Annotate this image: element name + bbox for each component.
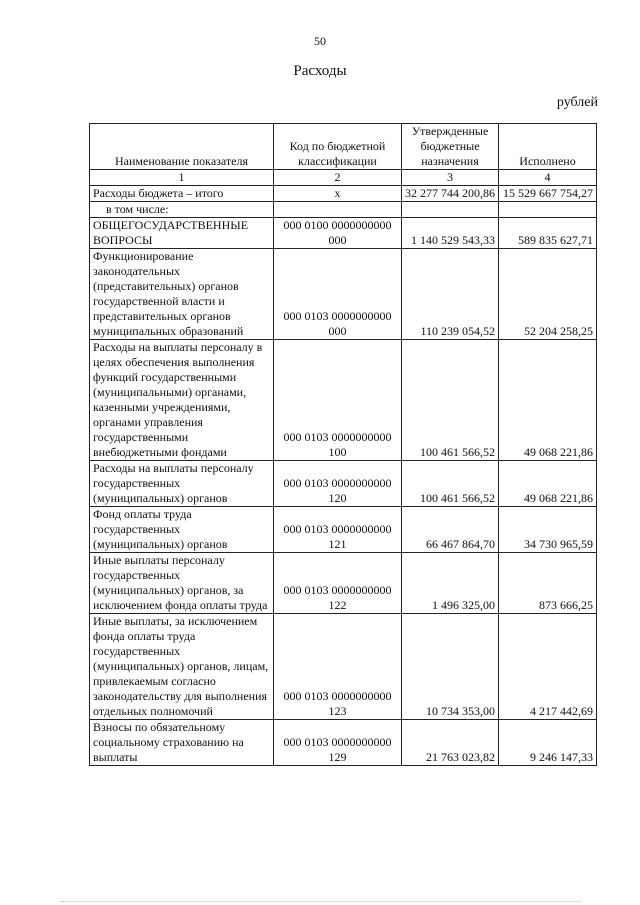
row-code-cell (274, 202, 402, 218)
column-header-executed: Исполнено (499, 124, 597, 170)
row-name-cell: Иные выплаты персоналу государственных (муниципальных) органов, за исключением фонда оплаты труда (90, 553, 274, 614)
row-executed-cell: 15 529 667 754,27 (499, 186, 597, 202)
row-approved-cell: 100 461 566,52 (402, 461, 499, 507)
row-code-cell: x (274, 186, 402, 202)
column-number: 2 (274, 170, 402, 186)
page-bottom-edge (60, 901, 580, 902)
expenses-table (89, 123, 597, 766)
row-name-cell: Иные выплаты, за исключением фонда оплаты труда государственных (муниципальных) органов, лицам, привлекаемым согласно законодательству для выполнения отдельных полномочий (90, 614, 274, 720)
row-approved-cell: 1 140 529 543,33 (402, 218, 499, 249)
row-approved-cell: 66 467 864,70 (402, 507, 499, 553)
currency-unit: рублей (556, 95, 598, 110)
row-approved-cell (402, 202, 499, 218)
table-row (90, 218, 597, 249)
row-approved-cell: 110 239 054,52 (402, 249, 499, 340)
table-row (90, 340, 597, 461)
column-header-name: Наименование показателя (90, 124, 274, 170)
row-approved-cell: 32 277 744 200,86 (402, 186, 499, 202)
table-header-row (90, 124, 597, 170)
row-executed-cell: 4 217 442,69 (499, 614, 597, 720)
row-approved-cell: 100 461 566,52 (402, 340, 499, 461)
row-code-cell: 000 0103 0000000000 129 (274, 720, 402, 766)
row-name-cell: Фонд оплаты труда государственных (муниципальных) органов (90, 507, 274, 553)
column-number: 3 (402, 170, 499, 186)
row-code-cell: 000 0103 0000000000 123 (274, 614, 402, 720)
row-executed-cell: 49 068 221,86 (499, 461, 597, 507)
row-executed-cell: 9 246 147,33 (499, 720, 597, 766)
row-executed-cell: 589 835 627,71 (499, 218, 597, 249)
row-name-cell: Функционирование законодательных (представительных) органов государственной власти и представительных органов муниципальных образований (90, 249, 274, 340)
row-code-cell: 000 0103 0000000000 100 (274, 340, 402, 461)
column-number-row (90, 170, 597, 186)
table-body (90, 186, 597, 766)
row-executed-cell: 34 730 965,59 (499, 507, 597, 553)
row-code-cell: 000 0100 0000000000 000 (274, 218, 402, 249)
table-row (90, 720, 597, 766)
row-approved-cell: 10 734 353,00 (402, 614, 499, 720)
table-row (90, 202, 597, 218)
row-executed-cell: 49 068 221,86 (499, 340, 597, 461)
row-approved-cell: 1 496 325,00 (402, 553, 499, 614)
table-row (90, 553, 597, 614)
column-number: 4 (499, 170, 597, 186)
row-code-cell: 000 0103 0000000000 000 (274, 249, 402, 340)
row-executed-cell: 873 666,25 (499, 553, 597, 614)
table-row (90, 186, 597, 202)
row-name-cell: Расходы на выплаты персоналу в целях обеспечения выполнения функций государственными (муниципальными) органами, казенными учреждениями, органами управления государственными внебюджетными фондами (90, 340, 274, 461)
row-code-cell: 000 0103 0000000000 122 (274, 553, 402, 614)
table-row (90, 461, 597, 507)
table-row (90, 507, 597, 553)
row-code-cell: 000 0103 0000000000 121 (274, 507, 402, 553)
row-code-cell: 000 0103 0000000000 120 (274, 461, 402, 507)
table-row (90, 249, 597, 340)
row-approved-cell: 21 763 023,82 (402, 720, 499, 766)
column-header-approved: Утвержденные бюджетные назначения (402, 124, 499, 170)
page-title: Расходы (293, 63, 347, 79)
page-number: 50 (314, 34, 326, 48)
column-header-code: Код по бюджетной классификации (274, 124, 402, 170)
row-executed-cell: 52 204 258,25 (499, 249, 597, 340)
row-name-cell: Расходы бюджета – итого (90, 186, 274, 202)
table-row (90, 614, 597, 720)
row-name-cell: ОБЩЕГОСУДАРСТВЕННЫЕ ВОПРОСЫ (90, 218, 274, 249)
row-executed-cell (499, 202, 597, 218)
row-name-cell: Расходы на выплаты персоналу государственных (муниципальных) органов (90, 461, 274, 507)
row-name-cell: в том числе: (90, 202, 274, 218)
column-number: 1 (90, 170, 274, 186)
row-name-cell: Взносы по обязательному социальному страхованию на выплаты (90, 720, 274, 766)
